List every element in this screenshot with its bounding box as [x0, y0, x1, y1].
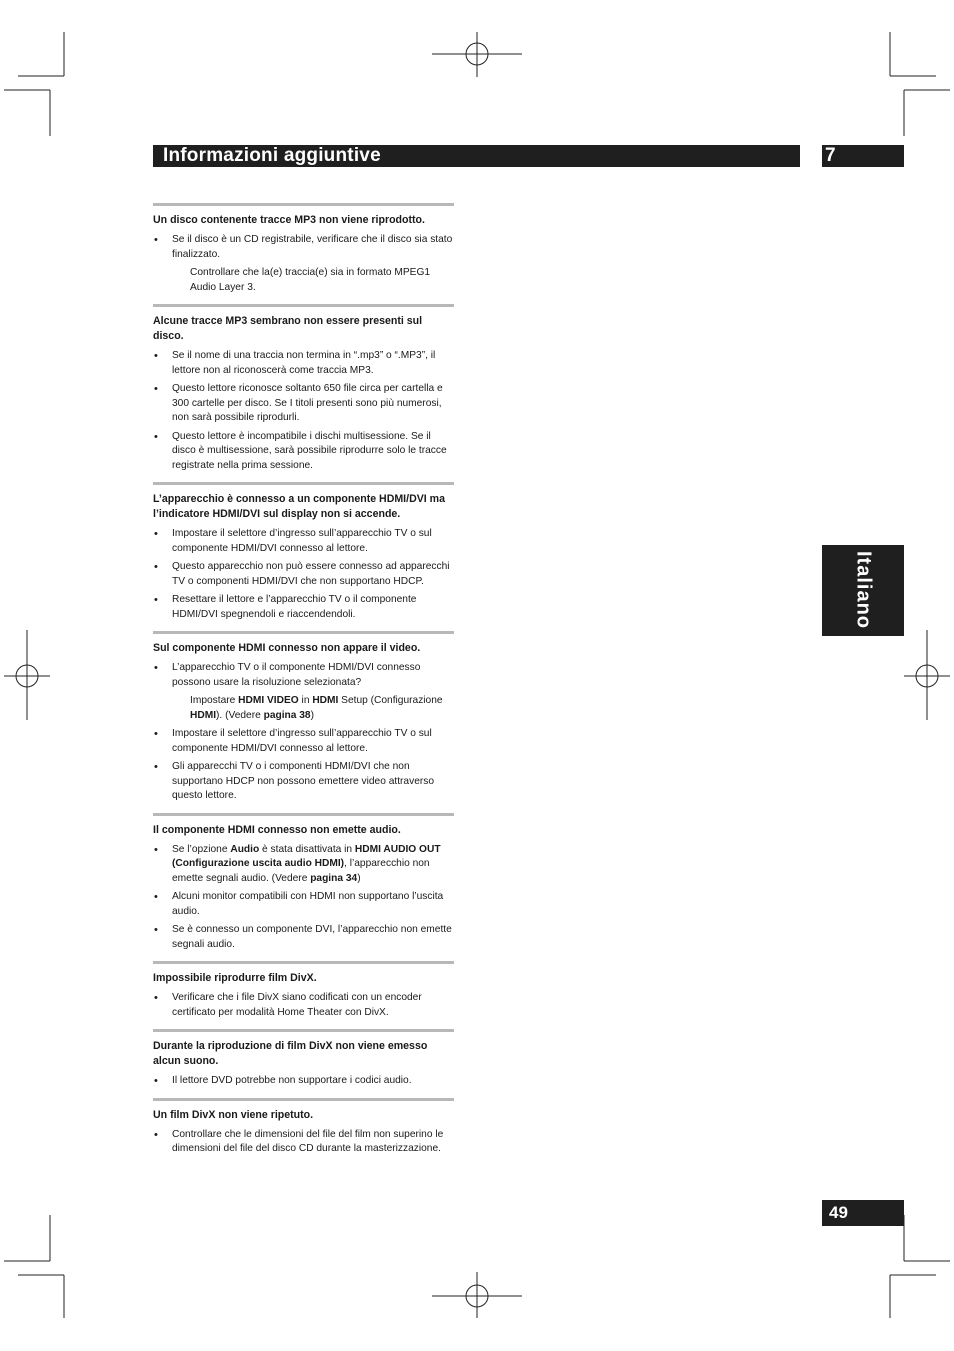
bullet-item: • Gli apparecchi TV o i componenti HDMI/DVI che non supportano HDCP non possono emettere video attraverso questo lettore. — [153, 760, 454, 804]
crop-mark-bottom-left — [4, 1215, 64, 1318]
bullet-item: • Se è connesso un componente DVI, l’apparecchio non emette segnali audio. — [153, 923, 454, 952]
bullet-item: • Se il nome di una traccia non termina in “.mp3” o “.MP3”, il lettore non al riconoscerà come traccia MP3. — [153, 349, 454, 378]
bold-run: pagina 34 — [310, 872, 358, 884]
bold-run: pagina 38 — [263, 709, 311, 721]
crop-mark-top-right — [890, 32, 950, 136]
page-number-box — [822, 1200, 904, 1226]
text-run: Se l’opzione — [172, 843, 231, 855]
section-mp3-missing — [153, 304, 454, 473]
bullet-list — [153, 233, 454, 262]
section-title: L’apparecchio è connesso a un componente HDMI/DVI ma l’indicatore HDMI/DVI sul display non si accende. — [153, 493, 445, 520]
bullet-item: • L’apparecchio TV o il componente HDMI/DVI connesso possono usare la risoluzione selezionata? — [153, 661, 454, 690]
bullet-list — [153, 727, 454, 804]
section-divx-no-sound — [153, 1029, 454, 1089]
bold-run: HDMI — [190, 709, 217, 721]
bullet-item: • Questo lettore è incompatibile i dischi multisessione. Se il disco è multisessione, sarà possibile riprodurre solo le tracce registrate nella prima sessione. — [153, 430, 454, 474]
section-title: Il componente HDMI connesso non emette audio. — [153, 823, 401, 836]
language-label: Italiano — [852, 550, 875, 630]
section-divx-no-repeat — [153, 1098, 454, 1157]
language-tab — [822, 545, 904, 636]
section-title: Un disco contenente tracce MP3 non viene riprodotto. — [153, 214, 425, 226]
bullet-item: • Se il disco è un CD registrabile, verificare che il disco sia stato finalizzato. — [153, 233, 454, 262]
bullet-item: • Questo apparecchio non può essere connesso ad apparecchi TV o componenti HDMI/DVI che non supportano HDCP. — [153, 560, 454, 589]
text-run: ). (Vedere — [216, 709, 264, 721]
bullet-item: • Controllare che le dimensioni del file del film non superino le dimensioni del file del disco CD durante la masterizzazione. — [153, 1128, 454, 1157]
section-hdmi-no-audio — [153, 813, 454, 953]
text-run: in — [298, 695, 313, 706]
crop-mark-top-left — [4, 32, 64, 136]
bullet-item: • Resettare il lettore e l’apparecchio TV o il componente HDMI/DVI spegnendoli e riaccendendoli. — [153, 593, 454, 622]
registration-mark-top — [432, 32, 522, 77]
bullet-list — [153, 527, 454, 622]
bold-run: HDMI — [312, 695, 339, 706]
section-title: Durante la riproduzione di film DivX non viene emesso alcun suono. — [153, 1040, 428, 1067]
section-divx-not-playing — [153, 961, 454, 1020]
bullet-item: • Verificare che i file DivX siano codificati con un encoder certificato per modalità Home Theater con DivX. — [153, 991, 454, 1020]
bullet-list — [153, 991, 454, 1020]
crop-mark-bottom-right — [890, 1215, 950, 1318]
page-title: Informazioni aggiuntive — [163, 145, 381, 166]
bold-run: Audio — [230, 843, 260, 855]
bullet-list — [153, 349, 454, 473]
bullet-list — [153, 843, 454, 953]
registration-mark-left — [4, 630, 50, 720]
bullet-item — [153, 843, 454, 887]
text-run: , l’apparecchio non emette segnali audio. (Vedere — [172, 858, 430, 884]
text-run: è stata disattivata in — [259, 843, 355, 855]
header-bar — [153, 145, 800, 167]
bullet-item: • Impostare il selettore d’ingresso sull’apparecchio TV o sul componente HDMI/DVI connesso al lettore. — [153, 727, 454, 756]
bold-run: HDMI AUDIO OUT (Configurazione uscita audio HDMI) — [172, 843, 441, 869]
bold-run: HDMI VIDEO — [238, 695, 299, 706]
page-number: 49 — [829, 1203, 848, 1222]
section-hdmi-indicator — [153, 482, 454, 622]
troubleshooting-content — [153, 203, 454, 1166]
chapter-number: 7 — [825, 145, 836, 166]
sub-note — [153, 694, 454, 723]
bullet-list — [153, 661, 454, 690]
section-title: Alcune tracce MP3 sembrano non essere presenti sul disco. — [153, 315, 423, 342]
bullet-item: • Il lettore DVD potrebbe non supportare i codici audio. — [153, 1074, 454, 1089]
text-run: Impostare — [190, 695, 239, 706]
section-hdmi-no-video — [153, 631, 454, 804]
sub-note: Controllare che la(e) traccia(e) sia in formato MPEG1 Audio Layer 3. — [190, 267, 431, 293]
bullet-item: • Alcuni monitor compatibili con HDMI non supportano l’uscita audio. — [153, 890, 454, 919]
section-title: Sul componente HDMI connesso non appare il video. — [153, 642, 421, 654]
text-run: Setup (Configurazione — [338, 695, 443, 706]
section-title: Un film DivX non viene ripetuto. — [153, 1108, 314, 1121]
registration-mark-bottom — [432, 1272, 522, 1318]
text-run: ) — [357, 872, 361, 884]
registration-mark-right — [904, 630, 950, 720]
section-title: Impossibile riprodurre film DivX. — [153, 972, 317, 984]
text-run: ) — [310, 709, 315, 721]
bullet-item: • Questo lettore riconosce soltanto 650 file circa per cartella e 300 cartelle per disco. Se I titoli presenti sono più numerosi, non sarà possibile riprodurli. — [153, 382, 454, 426]
section-mp3-not-playing — [153, 203, 454, 295]
bullet-list — [153, 1074, 454, 1089]
bullet-list — [153, 1128, 454, 1157]
chapter-box — [822, 145, 904, 167]
bullet-item: • Impostare il selettore d’ingresso sull’apparecchio TV o sul componente HDMI/DVI connesso al lettore. — [153, 527, 454, 556]
